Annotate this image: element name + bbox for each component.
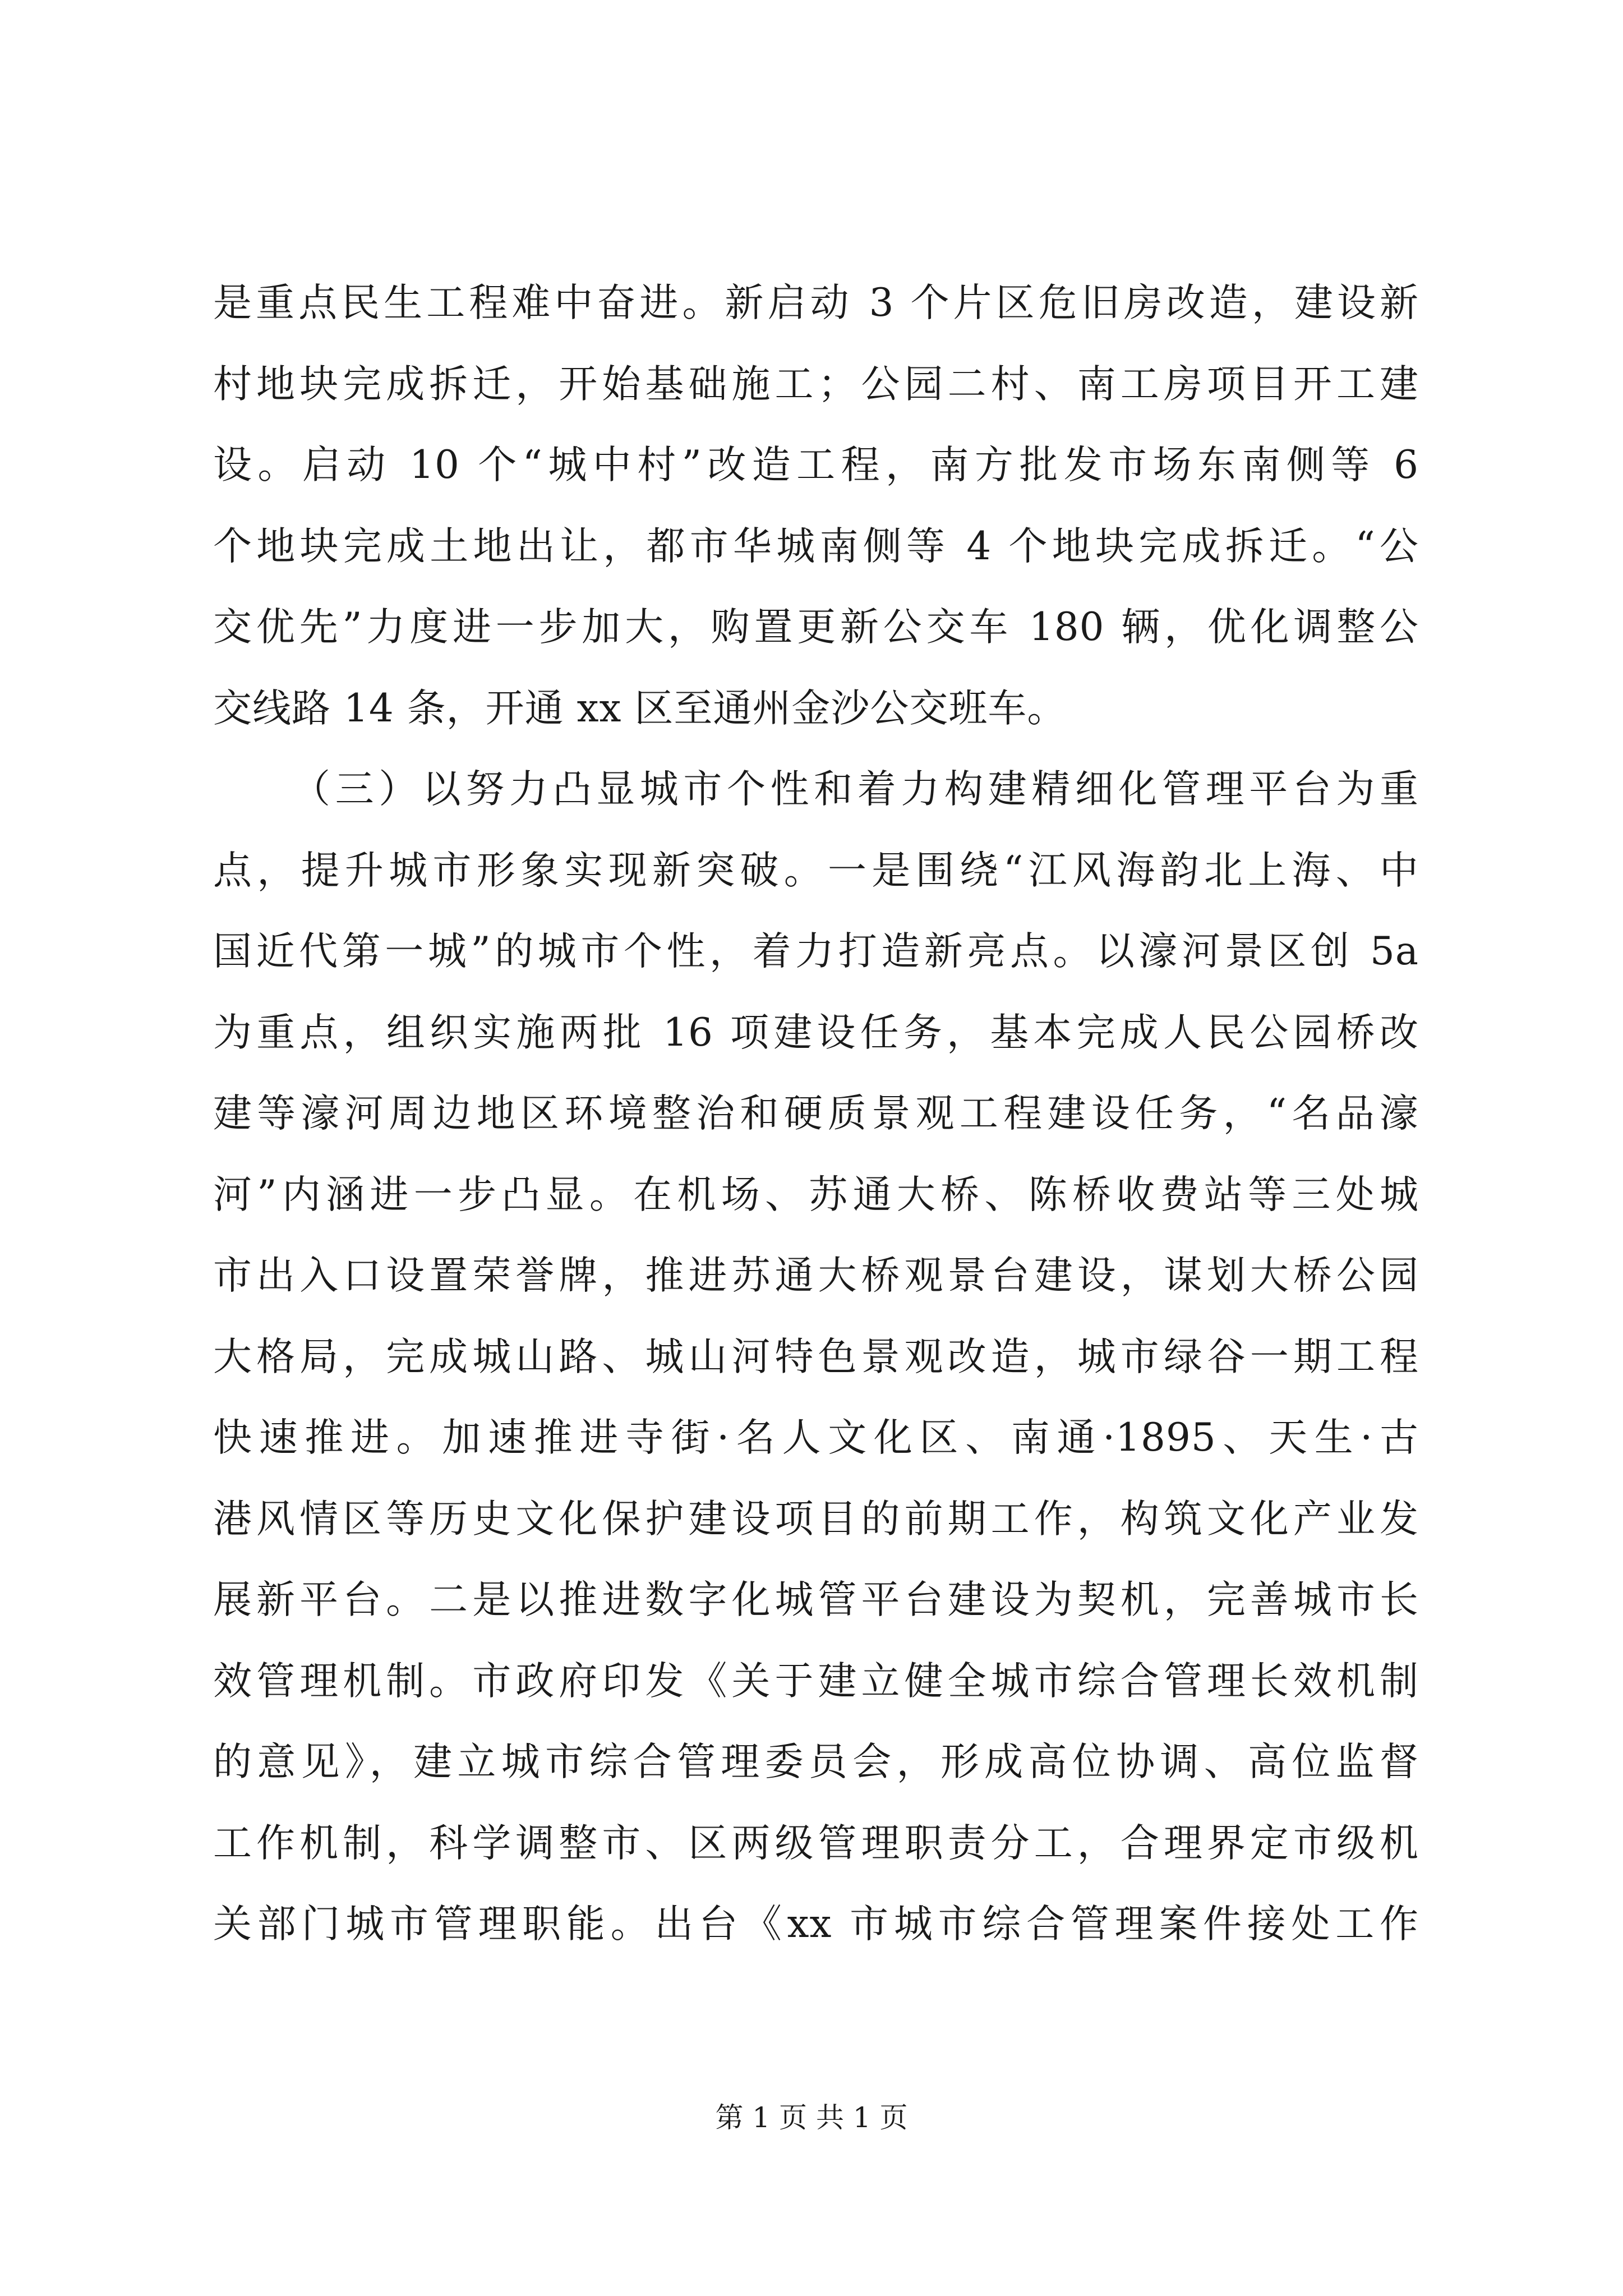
text-line: 港风情区等历史文化保护建设项目的前期工作，构筑文化产业发 [213, 1496, 1419, 1542]
text-line: 设。启动 10 个“城中村”改造工程，南方批发市场东南侧等 6 [213, 443, 1419, 487]
text-line: 的意见》，建立城市综合管理委员会，形成高位协调、高位监督 [213, 1740, 1419, 1784]
page-footer: 第 1 页 共 1 页 [715, 2101, 908, 2134]
paragraph-start-line: （三）以努力凸显城市个性和着力构建精细化管理平台为重 [292, 767, 1419, 812]
text-line: 建等濠河周边地区环境整治和硬质景观工程建设任务，“名品濠 [213, 1091, 1419, 1136]
text-line: 为重点，组织实施两批 16 项建设任务，基本完成人民公园桥改 [213, 1010, 1419, 1055]
text-line: 市出入口设置荣誉牌，推进苏通大桥观景台建设，谋划大桥公园 [213, 1253, 1419, 1298]
text-line: 河”内涵进一步凸显。在机场、苏通大桥、陈桥收费站等三处城 [213, 1172, 1419, 1217]
text-line: 个地块完成土地出让，都市华城南侧等 4 个地块完成拆迁。“公 [213, 523, 1419, 569]
text-line: 效管理机制。市政府印发《关于建立健全城市综合管理长效机制 [213, 1658, 1419, 1704]
text-line: 是重点民生工程难中奋进。新启动 3 个片区危旧房改造，建设新 [213, 280, 1419, 325]
text-line: 交线路 14 条，开通 xx 区至通州金沙公交班车。 [213, 685, 1067, 731]
text-line: 大格局，完成城山路、城山河特色景观改造，城市绿谷一期工程 [213, 1334, 1419, 1379]
text-line: 工作机制，科学调整市、区两级管理职责分工，合理界定市级机 [213, 1820, 1419, 1866]
text-line: 点，提升城市形象实现新突破。一是围绕“江风海韵北上海、中 [213, 848, 1419, 893]
body-text [213, 263, 1419, 1965]
text-line: 快速推进。加速推进寺街·名人文化区、南通·1895、天生·古 [213, 1415, 1419, 1460]
text-line: 村地块完成拆迁，开始基础施工；公园二村、南工房项目开工建 [213, 361, 1419, 407]
text-line: 国近代第一城”的城市个性，着力打造新亮点。以濠河景区创 5a [213, 929, 1419, 974]
text-line: 关部门城市管理职能。出台《xx 市城市综合管理案件接处工作 [213, 1902, 1419, 1947]
text-line: 交优先”力度进一步加大，购置更新公交车 180 辆，优化调整公 [213, 605, 1419, 650]
text-line: 展新平台。二是以推进数字化城管平台建设为契机，完善城市长 [213, 1577, 1419, 1622]
